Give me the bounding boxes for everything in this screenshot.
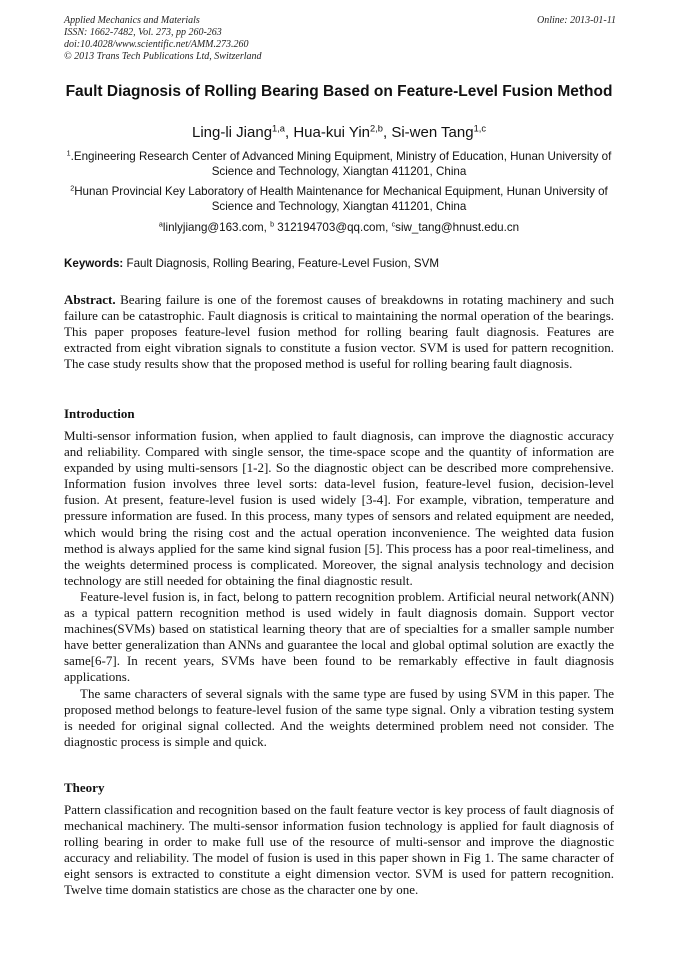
doi-line: doi:10.4028/www.scientific.net/AMM.273.260 bbox=[64, 39, 249, 50]
author-separator: , bbox=[382, 124, 392, 141]
email-address: siw_tang@hnust.edu.cn bbox=[395, 221, 520, 234]
author-superscript: 1,a bbox=[272, 123, 285, 134]
abstract-text: Bearing failure is one of the foremost causes of breakdowns in rotating machinery and such failure can be catastrophic. Fault diagnosis is critical to maintaining the normal operation of the bearings. This paper proposes feature-level fusion method for rolling bearing fault diagnosis. Features are extracted from eight vibration signals to constitute a fusion vector. SVM is used for pattern recognition. The case study results show that the proposed method is useful for rolling bearing fault diagnosis. bbox=[64, 292, 614, 372]
email-address: 312194703@qq.com, bbox=[274, 221, 392, 234]
paragraph: Multi-sensor information fusion, when applied to fault diagnosis, can improve the diagnostic accuracy and reliability. Compared with single sensor, the time-space scope and the quantity of information are expanded by using multi-sensors [1-2]. So the diagnostic object can be described more comprehensive. Information fusion involves three level sorts: data-level fusion, feature-level fusion, decision-level fusion. At present, feature-level fusion is used widely [3-4]. For example, vibration, temperature and pressure information are fused. In this process, many types of sensors and related equipment are needed, which would bring the rising cost and the actual operation inconvenience. The weighted data fusion method is always applied for the same kind signal fusion [5]. This process has a poor real-timeliness, and the weights determined process is complicated. Moreover, the signal analysis technology and decision technology are still needed for obtaining the final diagnostic result. bbox=[64, 428, 614, 588]
keywords bbox=[64, 256, 614, 271]
journal-name: Applied Mechanics and Materials bbox=[64, 15, 200, 26]
copyright-line: © 2013 Trans Tech Publications Ltd, Switzerland bbox=[64, 51, 262, 62]
abstract bbox=[64, 292, 614, 372]
issn-line: ISSN: 1662-7482, Vol. 273, pp 260-263 bbox=[64, 27, 222, 38]
section-heading: Theory bbox=[64, 780, 105, 795]
email-address: linlyjiang@163.com, bbox=[162, 221, 271, 234]
paragraph: Feature-level fusion is, in fact, belong to pattern recognition problem. Artificial neural network(ANN) as a typical pattern recognition method is used widely in fault diagnosis domain. Support vector machines(SVMs) based on statistical learning theory that are of specialties for a smaller sample number have better generalization than ANNs and guarantee the local and global optimal solution are exactly the same[6-7]. In recent years, SVMs have been found to be remarkably effective in fault diagnosis applications. bbox=[64, 588, 614, 685]
author-list bbox=[64, 123, 614, 142]
online-date: Online: 2013-01-11 bbox=[537, 15, 616, 26]
email-superscript: a bbox=[158, 219, 163, 229]
keywords-label: Keywords: bbox=[64, 257, 124, 270]
author-name: Ling-li Jiang bbox=[191, 124, 273, 141]
author-name: Si-wen Tang bbox=[391, 124, 474, 141]
paragraph: The same characters of several signals with the same type are fused by using SVM in this paper. The proposed method belongs to feature-level fusion of the same type signal. Only a vibration testing system is needed for original signal collected. And the weights determined problem need not consider. The diagnostic process is simple and quick. bbox=[64, 685, 614, 749]
affiliation-superscript: 2 bbox=[70, 183, 75, 193]
affiliation-text: Hunan Provincial Key Laboratory of Health Maintenance for Mechanical Equipment, Hunan University of Science and Technology, Xiangtan 411201, China bbox=[74, 185, 608, 213]
email-superscript: b bbox=[270, 219, 275, 229]
introduction-section bbox=[64, 406, 614, 750]
section-heading: Introduction bbox=[64, 406, 135, 421]
author-superscript: 1,c bbox=[473, 123, 486, 134]
author-superscript: 2,b bbox=[370, 123, 383, 134]
author-emails bbox=[64, 220, 614, 235]
affiliation-2 bbox=[64, 184, 614, 214]
paper-title: Fault Diagnosis of Rolling Bearing Based on Feature-Level Fusion Method bbox=[65, 83, 613, 100]
affiliation-text: .Engineering Research Center of Advanced Mining Equipment, Ministry of Education, Hunan University of Science and Technology, Xiangtan 411201, China bbox=[70, 150, 612, 178]
keywords-text: Fault Diagnosis, Rolling Bearing, Feature-Level Fusion, SVM bbox=[123, 257, 440, 270]
email-superscript: c bbox=[391, 219, 396, 229]
journal-header bbox=[64, 15, 616, 63]
theory-section bbox=[64, 780, 614, 899]
affiliation-superscript: 1 bbox=[66, 148, 71, 158]
paragraph: Pattern classification and recognition based on the fault feature vector is key process of fault diagnosis of mechanical machinery. The multi-sensor information fusion technology is applied for fault diagnosis of rolling bearing in order to make full use of the resource of multi-sensor and improve the diagnostic accuracy and reliability. The model of fusion is used in this paper shown in Fig 1. The same character of eight sensors is extracted to constitute a eight dimension vector. SVM is used for pattern recognition. Twelve time domain statistics are chose as the character one by one. bbox=[64, 802, 614, 898]
abstract-label: Abstract. bbox=[64, 292, 116, 307]
author-name: Hua-kui Yin bbox=[293, 124, 371, 141]
author-separator: , bbox=[284, 124, 294, 141]
affiliation-1 bbox=[64, 149, 614, 179]
